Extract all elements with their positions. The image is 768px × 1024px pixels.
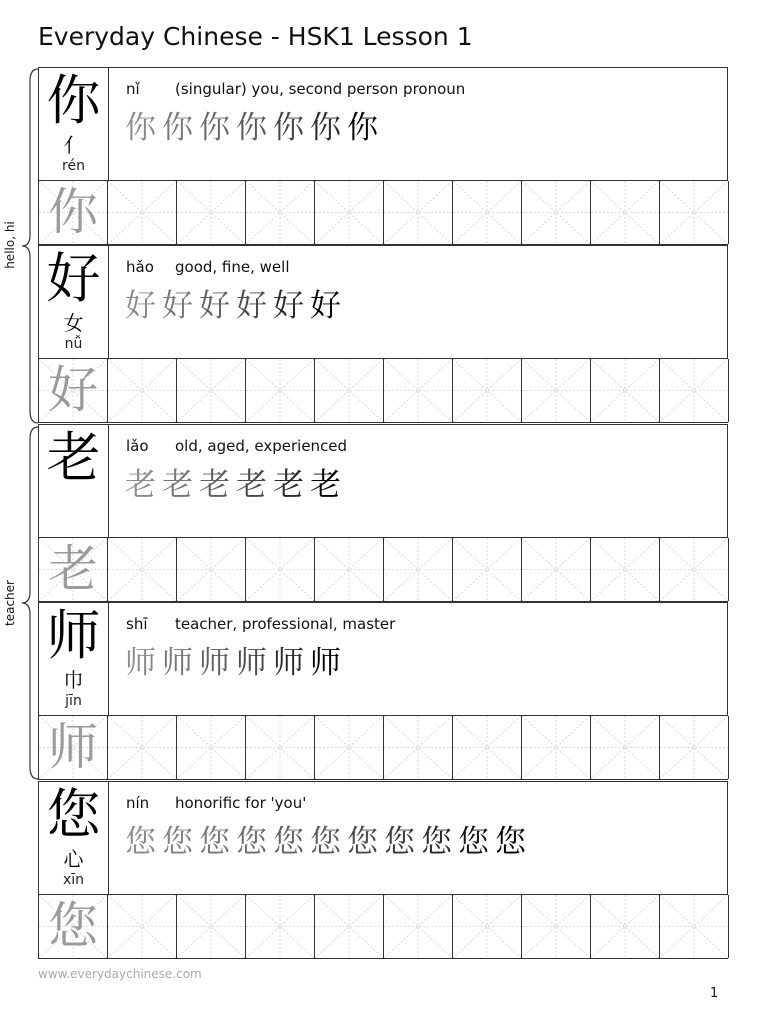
stroke-order-step: 你 [273, 110, 304, 146]
practice-cell[interactable] [177, 181, 246, 244]
practice-grid [38, 537, 728, 602]
practice-cell[interactable] [39, 716, 108, 779]
radical-pinyin: jīn [65, 693, 82, 710]
practice-cell[interactable] [522, 181, 591, 244]
radical: 巾 [63, 668, 84, 693]
stroke-order-step: 你 [199, 110, 230, 146]
stroke-order-step: 师 [125, 645, 156, 682]
stroke-order [125, 465, 341, 505]
stroke-order-step: 老 [310, 466, 341, 503]
stroke-order-step: 您 [347, 823, 378, 860]
radical-pinyin: xīn [62, 871, 85, 888]
character-column [39, 603, 109, 716]
stroke-order-step: 好 [125, 288, 156, 325]
practice-cell[interactable] [108, 895, 177, 958]
meaning: good, fine, well [175, 258, 290, 277]
stroke-order-step: 您 [310, 823, 341, 860]
meaning: honorific for 'you' [175, 793, 307, 812]
practice-cell[interactable] [453, 181, 522, 244]
practice-cell[interactable] [522, 895, 591, 958]
meaning: teacher, professional, master [175, 615, 396, 634]
practice-cell[interactable] [108, 359, 177, 422]
practice-grid [38, 894, 728, 959]
stroke-order-step: 您 [458, 823, 489, 860]
practice-cell[interactable] [660, 181, 729, 244]
practice-cell[interactable] [315, 716, 384, 779]
radical-pinyin: rén [62, 158, 85, 174]
character-entry [38, 67, 728, 245]
stroke-order-step: 好 [162, 288, 193, 325]
info-row [38, 245, 728, 358]
stroke-order-step: 你 [125, 110, 156, 146]
stroke-order-step: 好 [273, 288, 304, 325]
character-column [39, 68, 109, 181]
practice-cell[interactable] [453, 538, 522, 601]
footer-url[interactable]: www.everydaychinese.com [38, 967, 202, 981]
main-character: 师 [46, 604, 101, 668]
radical: 女 [63, 311, 84, 336]
pinyin: nǐ [126, 80, 140, 98]
character-entry [38, 781, 728, 959]
practice-cell[interactable] [522, 716, 591, 779]
stroke-order-step: 您 [421, 823, 452, 860]
worksheet [38, 67, 728, 959]
group-label-teacher: teacher [3, 580, 17, 626]
stroke-order-step: 你 [236, 110, 267, 146]
main-character: 老 [46, 425, 101, 489]
info-row [38, 781, 728, 894]
practice-cell[interactable] [384, 538, 453, 601]
character-column [39, 782, 109, 895]
trace-character: 好 [48, 361, 98, 420]
practice-cell[interactable] [453, 359, 522, 422]
practice-cell[interactable] [315, 181, 384, 244]
stroke-order-step: 好 [236, 288, 267, 325]
stroke-order [125, 108, 378, 148]
stroke-order-step: 师 [273, 645, 304, 682]
practice-cell[interactable] [39, 895, 108, 958]
character-entry [38, 245, 728, 423]
radical: 亻 [63, 133, 84, 157]
trace-character: 您 [48, 896, 98, 955]
stroke-order [125, 643, 341, 683]
meaning: (singular) you, second person pronoun [175, 80, 466, 98]
practice-cell[interactable] [660, 538, 729, 601]
practice-cell[interactable] [246, 895, 315, 958]
character-entry [38, 424, 728, 602]
stroke-order-step: 好 [310, 288, 341, 325]
practice-cell[interactable] [246, 181, 315, 244]
stroke-order-step: 您 [199, 823, 230, 860]
stroke-order-step: 师 [162, 645, 193, 682]
practice-cell[interactable] [522, 359, 591, 422]
practice-cell[interactable] [246, 359, 315, 422]
info-row [38, 67, 728, 180]
group-brace-teacher [20, 425, 40, 781]
pinyin: hǎo [126, 258, 154, 277]
character-column [39, 425, 109, 538]
stroke-order-step: 师 [199, 645, 230, 682]
stroke-order-step: 好 [199, 288, 230, 325]
practice-cell[interactable] [660, 359, 729, 422]
practice-cell[interactable] [177, 538, 246, 601]
page-title: Everyday Chinese - HSK1 Lesson 1 [38, 22, 473, 51]
main-character: 好 [46, 247, 101, 311]
group-brace-hello [20, 67, 40, 425]
practice-cell[interactable] [177, 716, 246, 779]
practice-cell[interactable] [453, 716, 522, 779]
stroke-order-step: 您 [273, 823, 304, 860]
practice-cell[interactable] [39, 359, 108, 422]
main-character: 您 [46, 782, 101, 846]
practice-cell[interactable] [591, 716, 660, 779]
stroke-order-step: 您 [384, 823, 415, 860]
radical: 心 [63, 846, 84, 871]
practice-cell[interactable] [108, 716, 177, 779]
practice-grid [38, 715, 728, 780]
practice-cell[interactable] [315, 359, 384, 422]
practice-cell[interactable] [591, 538, 660, 601]
practice-grid [38, 180, 728, 245]
pinyin: shī [126, 615, 148, 634]
stroke-order-step: 您 [125, 823, 156, 860]
stroke-order-step: 老 [162, 466, 193, 503]
character-column [39, 246, 109, 359]
practice-cell[interactable] [384, 359, 453, 422]
practice-cell[interactable] [384, 716, 453, 779]
practice-grid [38, 358, 728, 423]
practice-cell[interactable] [177, 895, 246, 958]
stroke-order-step: 你 [347, 110, 378, 146]
trace-character: 师 [48, 718, 98, 777]
stroke-order-step: 老 [236, 466, 267, 503]
practice-cell[interactable] [315, 895, 384, 958]
info-row [38, 424, 728, 537]
stroke-order-step: 你 [162, 110, 193, 146]
stroke-order-step: 老 [273, 466, 304, 503]
practice-cell[interactable] [315, 538, 384, 601]
practice-cell[interactable] [246, 538, 315, 601]
stroke-order [125, 822, 526, 862]
stroke-order-step: 老 [125, 466, 156, 503]
practice-cell[interactable] [108, 538, 177, 601]
trace-character: 你 [48, 183, 98, 241]
group-label-hello: hello, hi [3, 221, 17, 269]
practice-cell[interactable] [108, 181, 177, 244]
radical-pinyin: nǚ [64, 336, 83, 353]
practice-cell[interactable] [246, 716, 315, 779]
character-entry [38, 602, 728, 780]
pinyin: lǎo [126, 436, 149, 455]
stroke-order-step: 您 [162, 823, 193, 860]
practice-cell[interactable] [660, 716, 729, 779]
page-number: 1 [710, 986, 719, 1001]
pinyin: nín [126, 793, 150, 812]
practice-cell[interactable] [39, 538, 108, 601]
practice-cell[interactable] [177, 359, 246, 422]
stroke-order-step: 您 [236, 823, 267, 860]
stroke-order-step: 你 [310, 110, 341, 146]
main-character: 你 [46, 69, 101, 132]
practice-cell[interactable] [384, 895, 453, 958]
stroke-order [125, 286, 341, 326]
stroke-order-step: 老 [199, 466, 230, 503]
stroke-order-step: 师 [310, 645, 341, 682]
practice-cell[interactable] [591, 181, 660, 244]
info-row [38, 602, 728, 715]
practice-cell[interactable] [384, 181, 453, 244]
practice-cell[interactable] [453, 895, 522, 958]
practice-cell[interactable] [522, 538, 591, 601]
stroke-order-step: 您 [495, 823, 526, 860]
practice-cell[interactable] [39, 181, 108, 244]
practice-cell[interactable] [591, 895, 660, 958]
stroke-order-step: 师 [236, 645, 267, 682]
trace-character: 老 [48, 539, 98, 598]
practice-cell[interactable] [660, 895, 729, 958]
meaning: old, aged, experienced [175, 436, 348, 455]
practice-cell[interactable] [591, 359, 660, 422]
